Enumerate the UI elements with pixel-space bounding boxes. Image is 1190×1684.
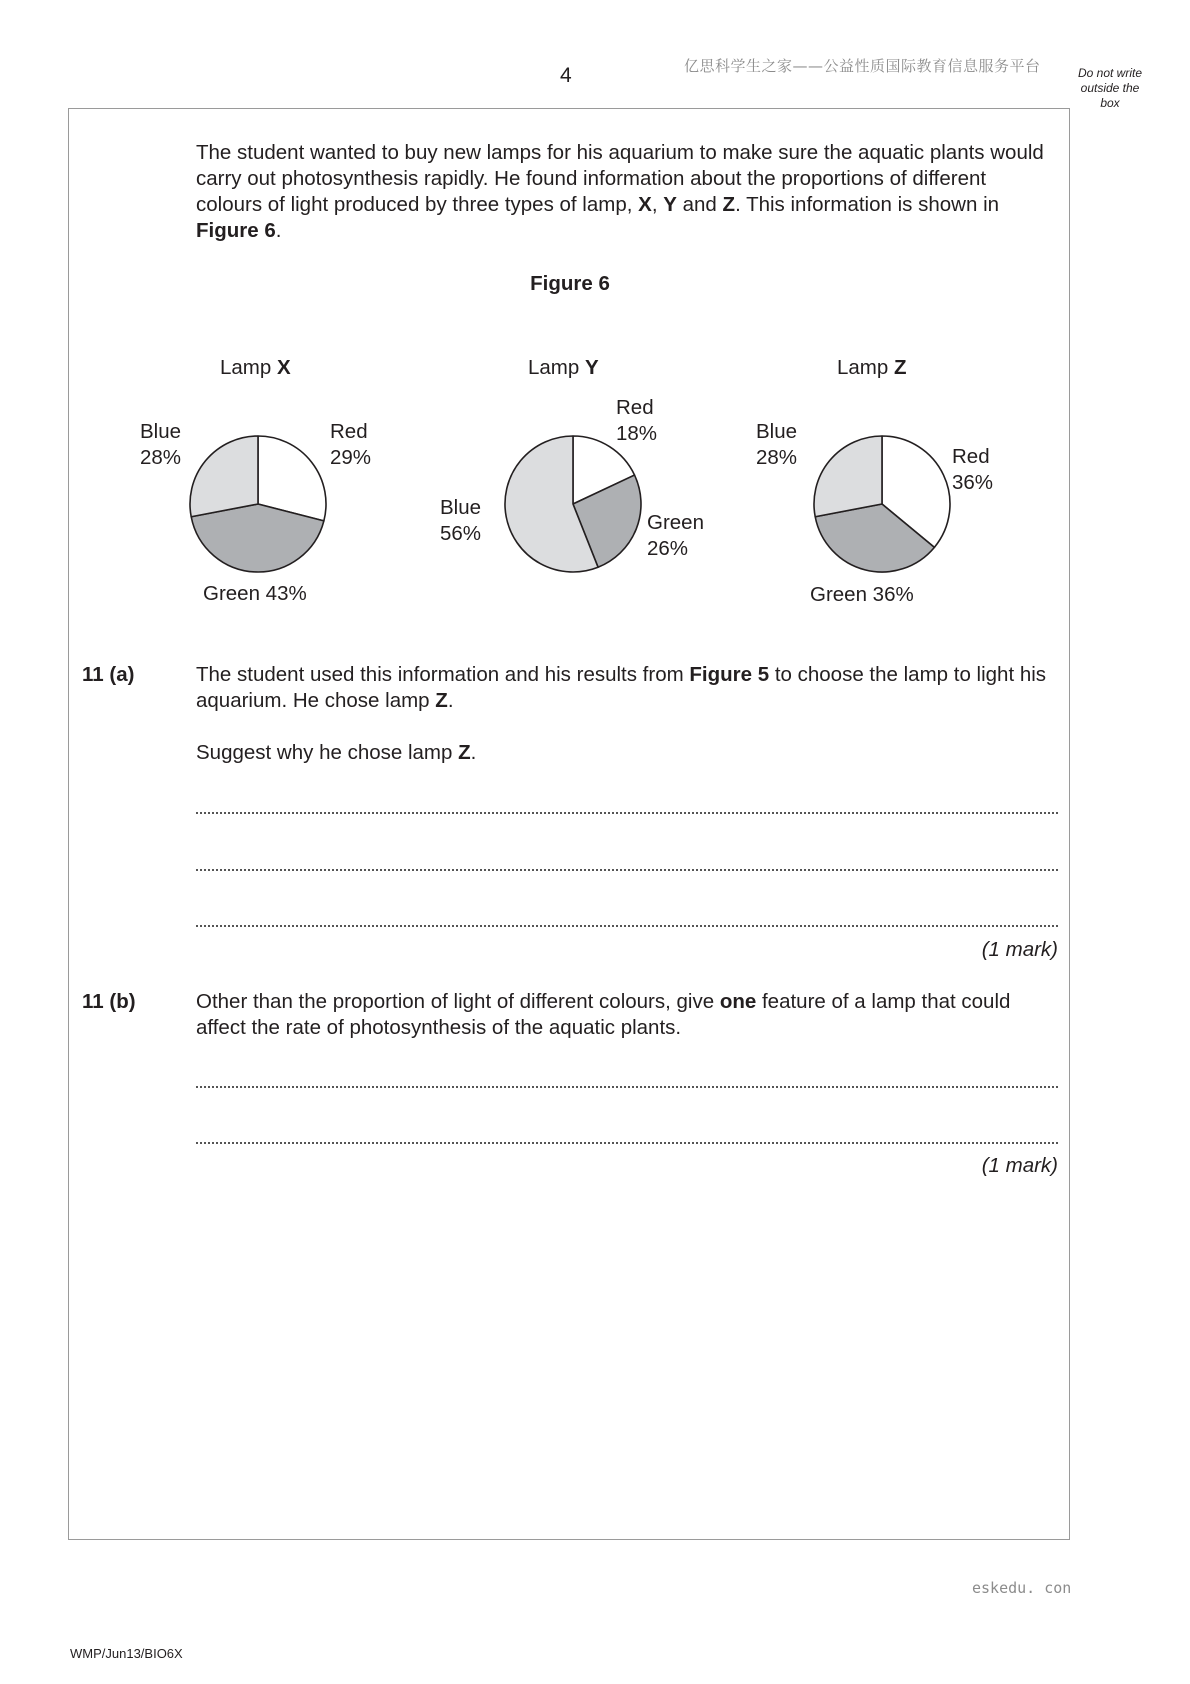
q11b-text-2: feature of a lamp that could affect the rate of photosynthesis of the aquatic plants. <box>196 990 1011 1039</box>
figure-ref: Figure 6 <box>196 219 276 242</box>
intro-end: . <box>275 219 282 242</box>
q11a-end: . <box>447 689 454 712</box>
q11b-one: one <box>719 990 757 1013</box>
q11a-lamp-z: Z <box>435 689 448 712</box>
answer-line-11a-2[interactable] <box>196 869 1058 871</box>
chart-title-x: Lamp X <box>220 356 291 379</box>
question-11a-prompt <box>196 740 1056 766</box>
label-red-x: Red <box>330 420 368 443</box>
lamp-x-ref: X <box>638 193 652 216</box>
label-green-x: Green 43% <box>203 582 307 605</box>
label-blue-y-pct: 56% <box>440 522 482 545</box>
answer-line-11a-3[interactable] <box>196 925 1058 927</box>
question-11b-number: 11 (b) <box>82 990 136 1013</box>
question-11a-text <box>196 662 1056 714</box>
label-red-y: Red <box>616 396 654 419</box>
label-red-z-pct: 36% <box>952 471 994 494</box>
lamp-z-ref: Z <box>722 193 736 216</box>
margin-note: Do not write outside the box <box>1077 66 1143 110</box>
q11a-prompt-text: Suggest why he chose lamp <box>196 741 459 764</box>
pie-slice-blue-x <box>190 436 258 517</box>
intro-comma: , <box>651 193 664 216</box>
chart-lamp-z <box>756 356 993 606</box>
label-blue-x-pct: 28% <box>140 446 182 469</box>
q11a-text-1: The student used this information and his results from <box>196 663 690 686</box>
q11a-text-2: to choose the lamp to light his aquarium. He chose lamp <box>196 663 1047 712</box>
label-green-y: Green <box>647 511 704 534</box>
chart-lamp-y <box>440 356 704 572</box>
answer-line-11b-1[interactable] <box>196 1086 1058 1088</box>
q11a-prompt-end: . <box>470 741 477 764</box>
label-blue-y: Blue <box>440 496 482 519</box>
pie-z <box>814 436 950 572</box>
question-11b-text <box>196 989 1056 1041</box>
label-blue-z-pct: 28% <box>756 446 798 469</box>
mark-11b: (1 mark) <box>981 1154 1058 1177</box>
lamp-y-ref: Y <box>663 193 677 216</box>
figure-title: Figure 6 <box>530 272 610 295</box>
intro-text-2: . This information is shown in <box>735 193 1000 216</box>
chart-title-y: Lamp Y <box>528 356 599 379</box>
label-blue-z: Blue <box>756 420 798 443</box>
q11a-prompt-z: Z <box>458 741 471 764</box>
chart-title-z: Lamp Z <box>837 356 907 379</box>
intro-and: and <box>676 193 723 216</box>
label-red-x-pct: 29% <box>330 446 372 469</box>
q11a-figure-ref: Figure 5 <box>689 663 770 686</box>
chart-lamp-x <box>140 356 371 605</box>
pie-y <box>505 436 641 572</box>
q11b-text-1: Other than the proportion of light of different colours, give <box>196 990 720 1013</box>
label-blue-x: Blue <box>140 420 182 443</box>
question-11a-number: 11 (a) <box>82 663 135 686</box>
footer-code: WMP/Jun13/BIO6X <box>70 1646 183 1661</box>
pie-x <box>190 436 326 572</box>
intro-text: The student wanted to buy new lamps for his aquarium to make sure the aquatic plants would carry out photosynthesis rapidly. He found information about the proportions of different colours of light produced by three types of lamp, <box>196 141 1044 216</box>
footer-site: eskedu. con <box>972 1579 1072 1597</box>
mark-11a: (1 mark) <box>981 938 1058 961</box>
label-green-z: Green 36% <box>810 583 914 606</box>
answer-line-11b-2[interactable] <box>196 1142 1058 1144</box>
label-red-y-pct: 18% <box>616 422 658 445</box>
page-number: 4 <box>560 64 572 87</box>
site-header: 亿思科学生之家——公益性质国际教育信息服务平台 <box>684 57 1041 75</box>
answer-line-11a-1[interactable] <box>196 812 1058 814</box>
pie-slice-blue-z <box>814 436 882 517</box>
label-green-y-pct: 26% <box>647 537 689 560</box>
label-red-z: Red <box>952 445 990 468</box>
